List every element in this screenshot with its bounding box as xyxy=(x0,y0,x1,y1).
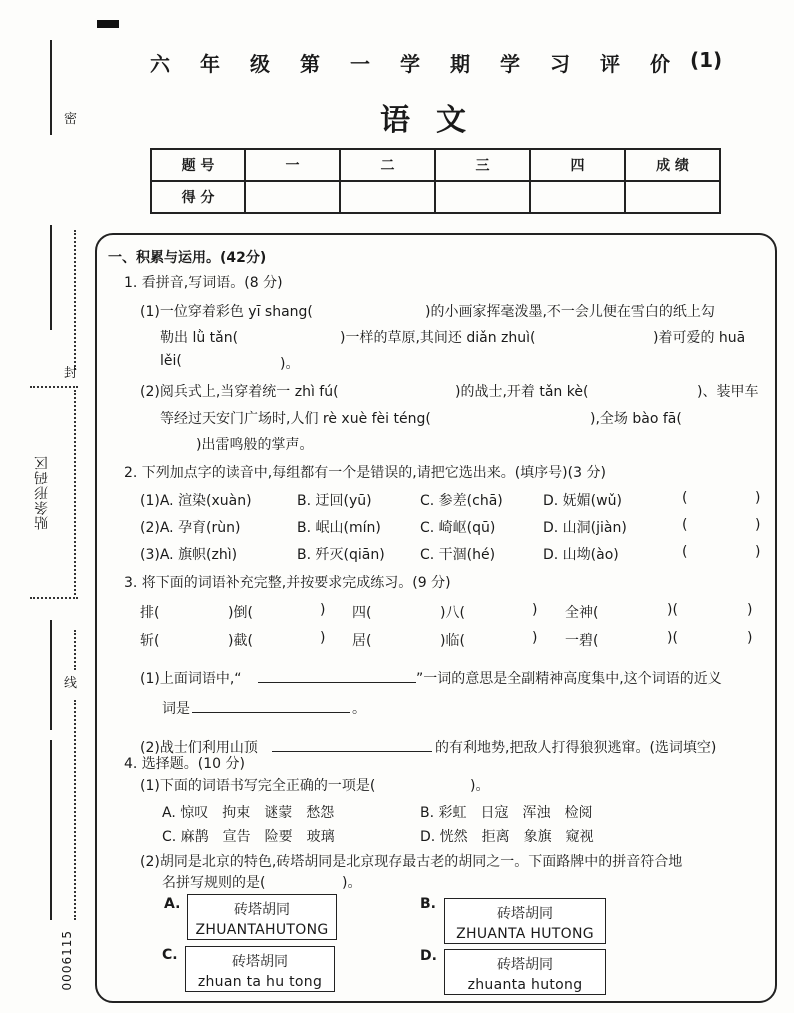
q2-answer-close: ) xyxy=(755,544,761,560)
street-sign-a[interactable] xyxy=(187,894,337,940)
q3-word-part: ) xyxy=(532,630,538,646)
margin-line-top xyxy=(50,40,52,135)
sign-chinese: 砖塔胡同 xyxy=(497,906,553,922)
q4-1-option: D. 恍然 拒离 象旗 窥视 xyxy=(420,829,594,845)
barcode-top-border xyxy=(30,386,78,388)
title-char: 期 xyxy=(450,52,470,76)
q2-answer-open: ( xyxy=(682,544,688,560)
q2-answer-close: ) xyxy=(755,517,761,533)
street-sign-c[interactable] xyxy=(185,946,335,992)
margin-char-feng: 封 xyxy=(64,366,78,381)
q3-word-part: 全神( xyxy=(565,605,599,621)
margin-dotted-4 xyxy=(74,700,76,920)
margin-dotted-1 xyxy=(74,230,76,370)
q4-title: 4. 选择题。(10 分) xyxy=(124,756,245,772)
q2-answer-open: ( xyxy=(682,490,688,506)
sign-pinyin: zhuanta hutong xyxy=(467,977,583,993)
q2-option: B. 岷山(mín) xyxy=(297,520,381,536)
score-header-cell: 二 xyxy=(340,149,435,181)
q2-option: (1)A. 渲染(xuàn) xyxy=(140,493,252,509)
q3-word-part: 一碧( xyxy=(565,633,599,649)
q3-word-part: )八( xyxy=(440,605,465,621)
subject-title: 语文 xyxy=(380,103,492,138)
title-char: 级 xyxy=(250,52,270,76)
section-1-header: 一、积累与运用。(42分) xyxy=(108,250,267,266)
title-char: 评 xyxy=(600,52,620,76)
q4-2-text-b: 名拼写规则的是( xyxy=(162,875,266,891)
q2-option: C. 崎岖(qū) xyxy=(420,520,496,536)
q4-1-option: A. 惊叹 拘束 谜蒙 愁怨 xyxy=(162,805,335,821)
sign-pinyin: ZHUANTA HUTONG xyxy=(456,926,594,942)
score-input-cell[interactable] xyxy=(435,181,530,213)
q3-word-part: ) xyxy=(747,630,753,646)
q1-2-text-c: )、装甲车 xyxy=(697,384,759,400)
q2-option: B. 歼灭(qiān) xyxy=(297,547,385,563)
q3-1-blank[interactable] xyxy=(258,668,416,683)
q3-1-text-a: (1)上面词语中,“ xyxy=(140,671,242,687)
sign-option-letter: C. xyxy=(162,947,178,963)
q3-2-text-b: 的有利地势,把敌人打得狼狈逃窜。(选词填空) xyxy=(435,740,717,756)
q2-option: D. 妩媚(wǔ) xyxy=(543,493,622,509)
q1-1-text-f: lěi( xyxy=(160,353,182,369)
q1-1-text-a: (1)一位穿着彩色 yī shang( xyxy=(140,304,313,320)
sign-chinese: 砖塔胡同 xyxy=(234,902,290,918)
title-char: (1) xyxy=(690,48,723,72)
q2-option: D. 山洞(jiàn) xyxy=(543,520,627,536)
q3-word-part: )截( xyxy=(228,633,253,649)
q4-2-text-c: )。 xyxy=(342,875,362,891)
q2-answer-open: ( xyxy=(682,517,688,533)
margin-dotted-3 xyxy=(74,630,76,670)
q3-title: 3. 将下面的词语补充完整,并按要求完成练习。(9 分) xyxy=(124,575,451,591)
q1-2-text-a: (2)阅兵式上,当穿着统一 zhì fú( xyxy=(140,384,339,400)
score-input-cell[interactable] xyxy=(530,181,625,213)
q2-option: C. 干涸(hé) xyxy=(420,547,496,563)
q3-word-part: )倒( xyxy=(228,605,253,621)
title-char: 学 xyxy=(500,52,520,76)
score-header-cell: 题 号 xyxy=(151,149,245,181)
score-header-cell: 四 xyxy=(530,149,625,181)
q3-word-part: ) xyxy=(747,602,753,618)
score-header-cell: 成 绩 xyxy=(625,149,720,181)
q3-word-part: ) xyxy=(532,602,538,618)
score-row-label: 得 分 xyxy=(151,181,245,213)
q1-1-text-e: )着可爱的 huā xyxy=(653,330,746,346)
score-header-cell: 一 xyxy=(245,149,340,181)
q1-2-text-e: ),全场 bào fā( xyxy=(590,411,682,427)
margin-char-xian: 线 xyxy=(64,676,78,691)
title-char: 习 xyxy=(550,52,570,76)
score-table xyxy=(150,148,721,214)
sign-chinese: 砖塔胡同 xyxy=(232,954,288,970)
margin-line-lower xyxy=(50,620,52,730)
q1-1-text-g: )。 xyxy=(280,356,300,372)
q3-word-part: ) xyxy=(320,630,326,646)
barcode-area-label: 贴条形码区 xyxy=(34,455,50,530)
sign-option-letter: D. xyxy=(420,948,437,964)
title-char: 价 xyxy=(650,52,670,76)
q2-option: (3)A. 旗帜(zhì) xyxy=(140,547,238,563)
registration-mark xyxy=(97,20,119,28)
q3-1-text-d: 。 xyxy=(352,701,366,717)
q3-word-part: 四( xyxy=(352,605,372,621)
q2-title: 2. 下列加点字的读音中,每组都有一个是错误的,请把它选出来。(填序号)(3 分) xyxy=(124,465,606,481)
serial-number: 0006115 xyxy=(60,930,74,991)
street-sign-b[interactable] xyxy=(444,898,606,944)
title-char: 第 xyxy=(300,52,320,76)
margin-line-bottom xyxy=(50,740,52,920)
sign-pinyin: ZHUANTAHUTONG xyxy=(195,922,329,938)
score-input-cell[interactable] xyxy=(245,181,340,213)
margin-line-mid xyxy=(50,225,52,330)
q1-1-text-b: )的小画家挥毫泼墨,不一会儿便在雪白的纸上勾 xyxy=(425,304,715,320)
q2-option: C. 参差(chā) xyxy=(420,493,503,509)
q3-1-text-c: 词是 xyxy=(162,701,190,717)
q1-2-text-d: 等经过天安门广场时,人们 rè xuè fèi téng( xyxy=(160,411,431,427)
margin-dotted-2 xyxy=(74,390,76,595)
title-char: 年 xyxy=(200,52,220,76)
street-sign-d[interactable] xyxy=(444,949,606,995)
q3-1-synonym-blank[interactable] xyxy=(192,698,350,713)
q2-answer-close: ) xyxy=(755,490,761,506)
q4-1-option: C. 麻鹊 宣告 险要 玻璃 xyxy=(162,829,335,845)
title-char: 六 xyxy=(150,52,170,76)
score-input-cell[interactable] xyxy=(625,181,720,213)
q2-option: D. 山坳(ào) xyxy=(543,547,619,563)
barcode-bottom-border xyxy=(30,597,78,599)
title-char: 一 xyxy=(350,52,370,76)
sign-chinese: 砖塔胡同 xyxy=(497,957,553,973)
q3-1-text-b: ”一词的意思是全副精神高度集中,这个词语的近义 xyxy=(416,671,722,687)
q3-word-part: 斩( xyxy=(140,633,160,649)
q4-1-option: B. 彩虹 日寇 浑浊 检阅 xyxy=(420,805,593,821)
q1-2-text-f: )出雷鸣般的掌声。 xyxy=(196,437,314,453)
q1-2-text-b: )的战士,开着 tǎn kè( xyxy=(455,384,589,400)
sign-option-letter: B. xyxy=(420,896,436,912)
sign-pinyin: zhuan ta hu tong xyxy=(197,974,323,990)
q1-title: 1. 看拼音,写词语。(8 分) xyxy=(124,275,283,291)
q4-2-text-a: (2)胡同是北京的特色,砖塔胡同是北京现存最古老的胡同之一。下面路牌中的拼音符合地 xyxy=(140,854,683,870)
q3-word-part: )( xyxy=(667,630,678,646)
q3-word-part: 排( xyxy=(140,605,160,621)
q1-1-text-c: 勒出 lǜ tǎn( xyxy=(160,330,239,346)
q2-option: (2)A. 孕育(rùn) xyxy=(140,520,241,536)
q3-word-part: )临( xyxy=(440,633,465,649)
q4-1-text-end: )。 xyxy=(470,778,490,794)
score-input-cell[interactable] xyxy=(340,181,435,213)
q3-word-part: 居( xyxy=(352,633,372,649)
score-header-cell: 三 xyxy=(435,149,530,181)
q3-word-part: )( xyxy=(667,602,678,618)
q3-word-part: ) xyxy=(320,602,326,618)
q3-2-blank[interactable] xyxy=(272,737,432,752)
q1-1-text-d: )一样的草原,其间还 diǎn zhuì( xyxy=(340,330,536,346)
q2-option: B. 迂回(yū) xyxy=(297,493,372,509)
sign-option-letter: A. xyxy=(164,896,181,912)
q3-2-text-a: (2)战士们利用山顶 xyxy=(140,740,258,756)
title-char: 学 xyxy=(400,52,420,76)
margin-char-mi: 密 xyxy=(64,112,78,127)
q4-1-text: (1)下面的词语书写完全正确的一项是( xyxy=(140,778,376,794)
